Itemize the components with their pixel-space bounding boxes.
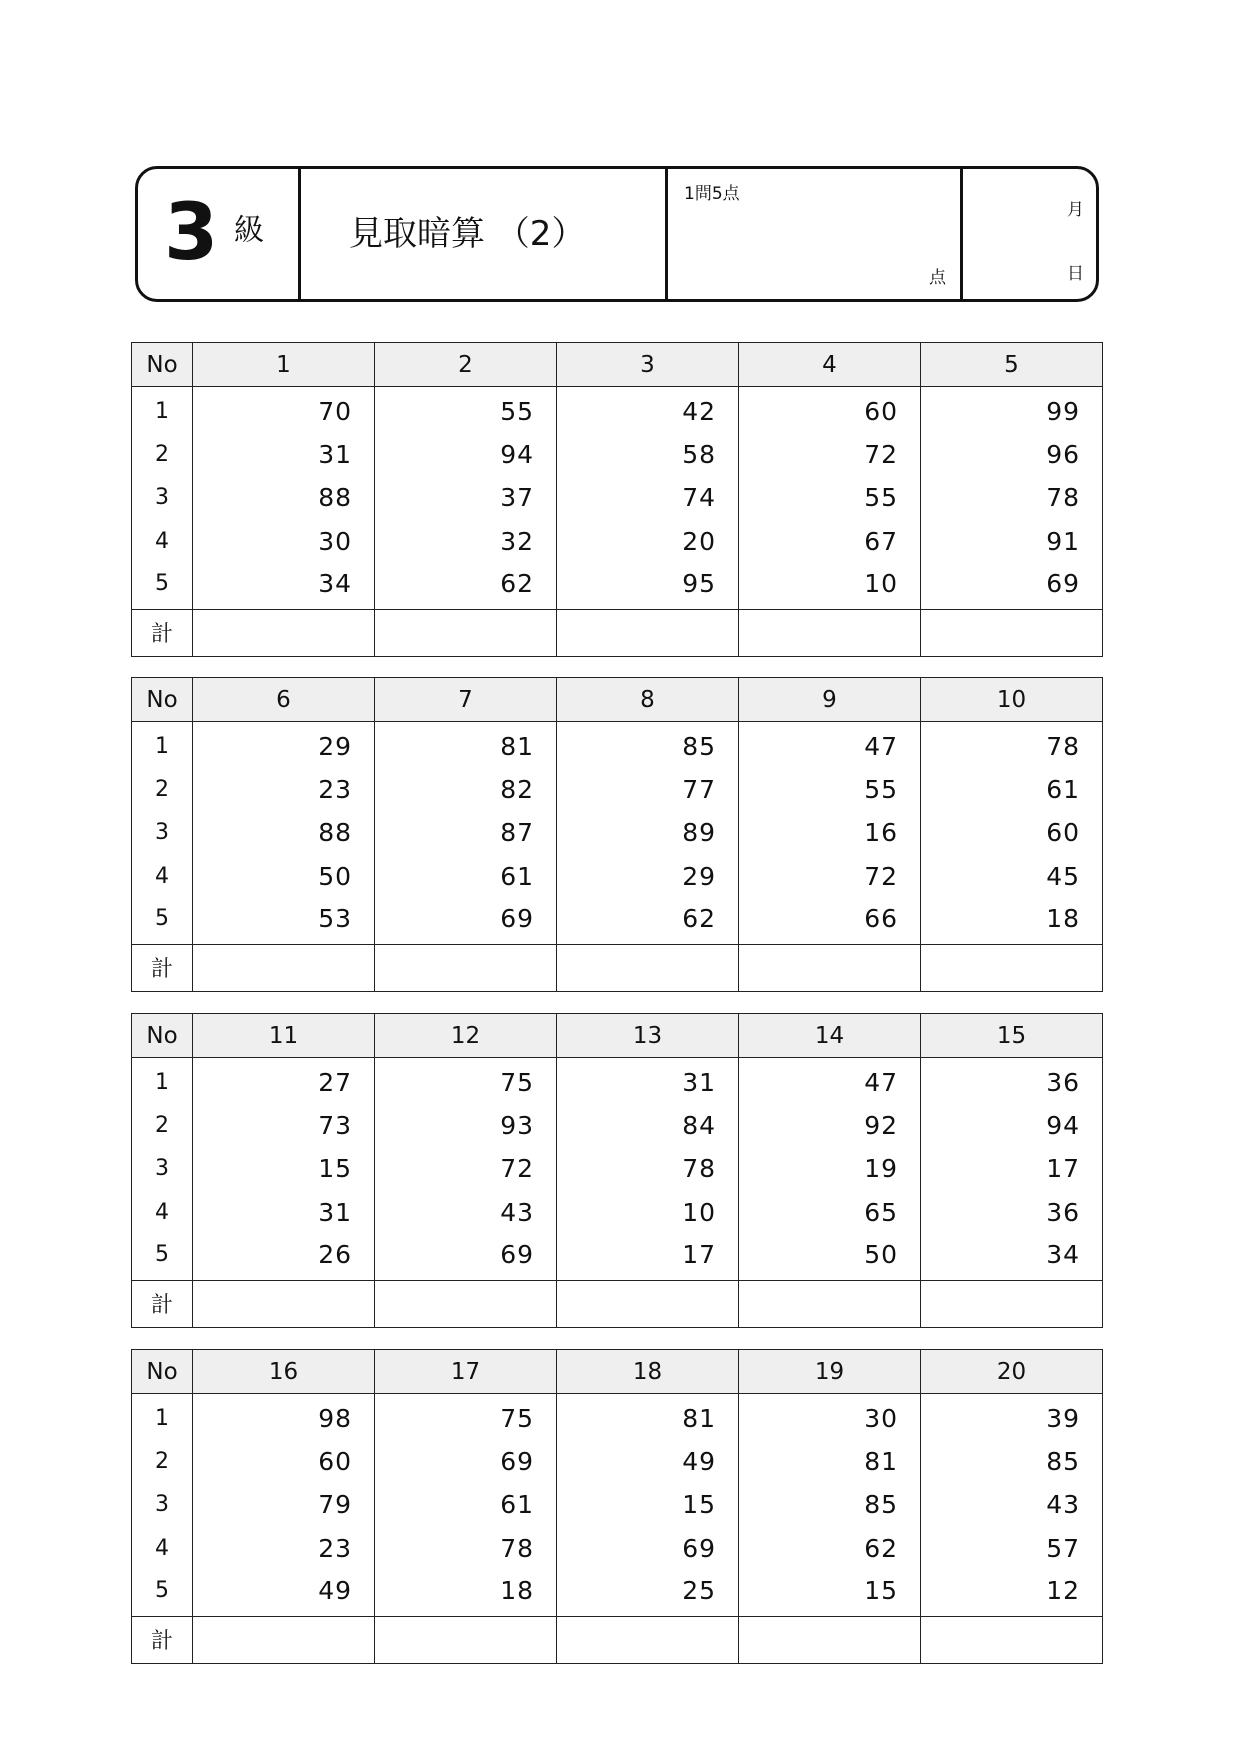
number-cell: 23: [193, 768, 375, 812]
number-cell: 89: [557, 811, 739, 855]
number-cell: 70: [193, 387, 375, 433]
number-cell: 43: [375, 1191, 557, 1235]
row-number: 2: [132, 1104, 193, 1148]
number-cell: 30: [739, 1394, 921, 1440]
table-row: [132, 1147, 1103, 1191]
title-cell: [298, 169, 665, 299]
number-cell: 95: [557, 563, 739, 609]
number-cell: 58: [557, 433, 739, 477]
problem-number: 19: [739, 1350, 921, 1394]
row-number: 3: [132, 811, 193, 855]
number-cell: 20: [557, 520, 739, 564]
answer-cell[interactable]: [921, 1616, 1103, 1663]
number-cell: 72: [739, 433, 921, 477]
table-row: [132, 1191, 1103, 1235]
answer-cell[interactable]: [921, 944, 1103, 991]
problem-number: 7: [375, 678, 557, 722]
number-cell: 49: [557, 1440, 739, 1484]
problem-number: 16: [193, 1350, 375, 1394]
problem-number: 13: [557, 1014, 739, 1058]
row-number: 2: [132, 768, 193, 812]
number-cell: 36: [921, 1058, 1103, 1104]
problem-number: 18: [557, 1350, 739, 1394]
table-row: [132, 563, 1103, 609]
level-cell: [138, 169, 298, 299]
number-cell: 60: [921, 811, 1103, 855]
number-cell: 82: [375, 768, 557, 812]
table-header-row: [132, 343, 1103, 387]
worksheet-header: [135, 166, 1099, 302]
number-cell: 45: [921, 855, 1103, 899]
number-cell: 69: [375, 898, 557, 944]
number-cell: 19: [739, 1147, 921, 1191]
number-cell: 61: [375, 855, 557, 899]
number-cell: 72: [739, 855, 921, 899]
total-row: [132, 1280, 1103, 1327]
number-cell: 75: [375, 1058, 557, 1104]
number-cell: 47: [739, 722, 921, 768]
level-unit: 級: [234, 213, 264, 248]
row-number: 4: [132, 1191, 193, 1235]
number-cell: 15: [193, 1147, 375, 1191]
table-row: [132, 1058, 1103, 1104]
number-cell: 84: [557, 1104, 739, 1148]
number-cell: 69: [921, 563, 1103, 609]
number-cell: 78: [375, 1527, 557, 1571]
answer-cell[interactable]: [557, 1616, 739, 1663]
number-cell: 16: [739, 811, 921, 855]
table-row: [132, 1440, 1103, 1484]
number-cell: 18: [921, 898, 1103, 944]
problem-number: 17: [375, 1350, 557, 1394]
answer-cell[interactable]: [921, 1280, 1103, 1327]
number-cell: 66: [739, 898, 921, 944]
number-cell: 91: [921, 520, 1103, 564]
number-cell: 47: [739, 1058, 921, 1104]
row-number: 1: [132, 387, 193, 433]
number-cell: 62: [375, 563, 557, 609]
number-cell: 72: [375, 1147, 557, 1191]
number-cell: 36: [921, 1191, 1103, 1235]
number-cell: 99: [921, 387, 1103, 433]
problem-table-4: [131, 1349, 1103, 1664]
table-row: [132, 1104, 1103, 1148]
table-row: [132, 811, 1103, 855]
number-cell: 79: [193, 1483, 375, 1527]
problem-number: 15: [921, 1014, 1103, 1058]
answer-cell[interactable]: [557, 944, 739, 991]
row-number: 1: [132, 722, 193, 768]
row-number: 5: [132, 1570, 193, 1616]
number-cell: 50: [739, 1234, 921, 1280]
table-row: [132, 1394, 1103, 1440]
problem-number: 8: [557, 678, 739, 722]
number-cell: 25: [557, 1570, 739, 1616]
number-cell: 78: [557, 1147, 739, 1191]
problem-number: 2: [375, 343, 557, 387]
no-header: No: [132, 1014, 193, 1058]
number-cell: 37: [375, 476, 557, 520]
number-cell: 60: [193, 1440, 375, 1484]
number-cell: 17: [921, 1147, 1103, 1191]
number-cell: 29: [557, 855, 739, 899]
row-number: 4: [132, 855, 193, 899]
number-cell: 57: [921, 1527, 1103, 1571]
row-number: 3: [132, 1147, 193, 1191]
table-row: [132, 476, 1103, 520]
score-unit-label: 点: [929, 268, 946, 288]
problem-number: 14: [739, 1014, 921, 1058]
score-rule-label: 1問5点: [684, 184, 740, 204]
answer-cell[interactable]: [739, 609, 921, 656]
number-cell: 93: [375, 1104, 557, 1148]
number-cell: 77: [557, 768, 739, 812]
number-cell: 55: [739, 768, 921, 812]
number-cell: 34: [193, 563, 375, 609]
total-label: 計: [132, 1616, 193, 1663]
problem-number: 5: [921, 343, 1103, 387]
row-number: 5: [132, 1234, 193, 1280]
problem-number: 10: [921, 678, 1103, 722]
number-cell: 27: [193, 1058, 375, 1104]
answer-cell[interactable]: [739, 1280, 921, 1327]
number-cell: 15: [739, 1570, 921, 1616]
table-row: [132, 1483, 1103, 1527]
answer-cell[interactable]: [739, 944, 921, 991]
table-row: [132, 1234, 1103, 1280]
table-row: [132, 1527, 1103, 1571]
answer-cell[interactable]: [375, 944, 557, 991]
answer-cell[interactable]: [375, 609, 557, 656]
number-cell: 94: [375, 433, 557, 477]
problem-number: 12: [375, 1014, 557, 1058]
number-cell: 31: [193, 433, 375, 477]
number-cell: 88: [193, 476, 375, 520]
row-number: 4: [132, 1527, 193, 1571]
number-cell: 78: [921, 722, 1103, 768]
number-cell: 69: [557, 1527, 739, 1571]
row-number: 3: [132, 1483, 193, 1527]
answer-cell[interactable]: [375, 1280, 557, 1327]
total-label: 計: [132, 1280, 193, 1327]
table-row: [132, 433, 1103, 477]
table-row: [132, 387, 1103, 433]
row-number: 1: [132, 1394, 193, 1440]
number-cell: 81: [557, 1394, 739, 1440]
number-cell: 75: [375, 1394, 557, 1440]
no-header: No: [132, 343, 193, 387]
number-cell: 39: [921, 1394, 1103, 1440]
answer-cell[interactable]: [193, 1616, 375, 1663]
number-cell: 85: [557, 722, 739, 768]
problem-number: 3: [557, 343, 739, 387]
no-header: No: [132, 1350, 193, 1394]
row-number: 5: [132, 563, 193, 609]
number-cell: 49: [193, 1570, 375, 1616]
answer-cell[interactable]: [921, 609, 1103, 656]
number-cell: 23: [193, 1527, 375, 1571]
problem-number: 6: [193, 678, 375, 722]
number-cell: 78: [921, 476, 1103, 520]
answer-cell[interactable]: [557, 1280, 739, 1327]
date-cell[interactable]: [960, 169, 1096, 299]
number-cell: 17: [557, 1234, 739, 1280]
number-cell: 73: [193, 1104, 375, 1148]
number-cell: 65: [739, 1191, 921, 1235]
no-header: No: [132, 678, 193, 722]
table-header-row: [132, 1350, 1103, 1394]
number-cell: 29: [193, 722, 375, 768]
problem-number: 1: [193, 343, 375, 387]
number-cell: 12: [921, 1570, 1103, 1616]
number-cell: 69: [375, 1440, 557, 1484]
number-cell: 53: [193, 898, 375, 944]
row-number: 4: [132, 520, 193, 564]
total-label: 計: [132, 944, 193, 991]
number-cell: 62: [739, 1527, 921, 1571]
answer-cell[interactable]: [193, 609, 375, 656]
problem-number: 20: [921, 1350, 1103, 1394]
answer-cell[interactable]: [739, 1616, 921, 1663]
number-cell: 50: [193, 855, 375, 899]
number-cell: 67: [739, 520, 921, 564]
answer-cell[interactable]: [193, 944, 375, 991]
number-cell: 62: [557, 898, 739, 944]
total-label: 計: [132, 609, 193, 656]
number-cell: 85: [739, 1483, 921, 1527]
problem-number: 9: [739, 678, 921, 722]
table-row: [132, 520, 1103, 564]
day-label: 日: [1067, 264, 1084, 284]
problem-number: 4: [739, 343, 921, 387]
number-cell: 30: [193, 520, 375, 564]
problem-table-2: [131, 677, 1103, 992]
row-number: 5: [132, 898, 193, 944]
number-cell: 10: [739, 563, 921, 609]
row-number: 3: [132, 476, 193, 520]
table-row: [132, 768, 1103, 812]
answer-cell[interactable]: [557, 609, 739, 656]
answer-cell[interactable]: [375, 1616, 557, 1663]
table-header-row: [132, 1014, 1103, 1058]
number-cell: 69: [375, 1234, 557, 1280]
total-row: [132, 1616, 1103, 1663]
row-number: 2: [132, 1440, 193, 1484]
number-cell: 87: [375, 811, 557, 855]
number-cell: 61: [921, 768, 1103, 812]
row-number: 1: [132, 1058, 193, 1104]
number-cell: 32: [375, 520, 557, 564]
number-cell: 55: [739, 476, 921, 520]
number-cell: 55: [375, 387, 557, 433]
number-cell: 96: [921, 433, 1103, 477]
answer-cell[interactable]: [193, 1280, 375, 1327]
number-cell: 61: [375, 1483, 557, 1527]
number-cell: 31: [193, 1191, 375, 1235]
number-cell: 88: [193, 811, 375, 855]
table-header-row: [132, 678, 1103, 722]
table-row: [132, 1570, 1103, 1616]
number-cell: 10: [557, 1191, 739, 1235]
number-cell: 94: [921, 1104, 1103, 1148]
total-row: [132, 944, 1103, 991]
number-cell: 81: [739, 1440, 921, 1484]
number-cell: 74: [557, 476, 739, 520]
number-cell: 85: [921, 1440, 1103, 1484]
number-cell: 18: [375, 1570, 557, 1616]
number-cell: 26: [193, 1234, 375, 1280]
problem-table-1: [131, 342, 1103, 657]
number-cell: 60: [739, 387, 921, 433]
table-row: [132, 855, 1103, 899]
number-cell: 15: [557, 1483, 739, 1527]
level-number: 3: [164, 188, 219, 278]
row-number: 2: [132, 433, 193, 477]
table-row: [132, 722, 1103, 768]
number-cell: 92: [739, 1104, 921, 1148]
month-label: 月: [1067, 200, 1084, 220]
problem-table-3: [131, 1013, 1103, 1328]
number-cell: 31: [557, 1058, 739, 1104]
number-cell: 42: [557, 387, 739, 433]
table-row: [132, 898, 1103, 944]
total-row: [132, 609, 1103, 656]
number-cell: 81: [375, 722, 557, 768]
number-cell: 98: [193, 1394, 375, 1440]
number-cell: 34: [921, 1234, 1103, 1280]
score-cell[interactable]: [665, 169, 960, 299]
problem-number: 11: [193, 1014, 375, 1058]
worksheet-title: 見取暗算 （2）: [349, 214, 586, 254]
number-cell: 43: [921, 1483, 1103, 1527]
